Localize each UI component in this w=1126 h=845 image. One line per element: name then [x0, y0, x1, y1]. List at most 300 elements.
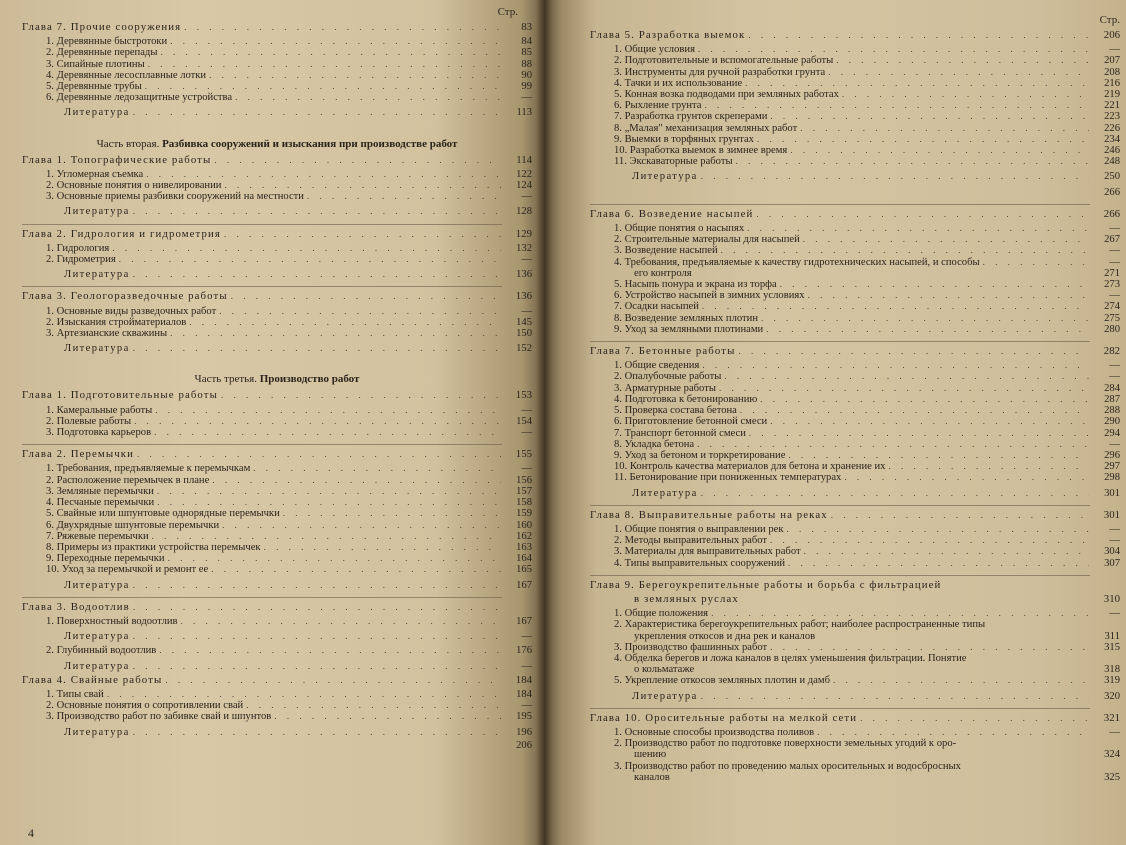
toc-entry [590, 761, 1120, 772]
toc-entry-text: 1. Типы свай [46, 688, 104, 700]
page-number: — [521, 463, 532, 475]
toc-entry [22, 169, 532, 180]
dot-leader [800, 123, 1089, 134]
page-number: 145 [516, 316, 532, 328]
page-number: 167 [516, 579, 532, 591]
page-number: 216 [1104, 77, 1120, 89]
dot-leader [246, 700, 501, 711]
page-number: 136 [516, 269, 532, 281]
page-folio: 4 [28, 826, 34, 840]
toc-entry-text: 4. Типы выправительных сооружений [614, 557, 786, 569]
page-number: 280 [1104, 323, 1120, 335]
dot-leader [736, 156, 1089, 167]
toc-entry-text: 2. Полевые работы [46, 415, 132, 427]
toc-entry-text: его контроля [634, 267, 692, 279]
toc-entry-text: 5. Деревянные трубы [46, 81, 142, 93]
dot-leader [133, 206, 501, 217]
dot-leader [137, 449, 501, 460]
toc-entry [590, 416, 1120, 427]
toc-entry [590, 44, 1120, 55]
page-continuation [590, 187, 1120, 198]
page-number: 195 [516, 711, 532, 723]
toc-entry-text: 2. Деревянные перепады [46, 47, 158, 59]
dot-leader [701, 171, 1089, 182]
chapter-heading-text: Глава 3. Водоотлив [22, 600, 130, 613]
toc-entry-text: 3. Инструменты для ручной разработки грунта [614, 66, 826, 78]
literature-entry-text: Литература [64, 579, 130, 591]
dot-leader [749, 428, 1089, 439]
literature-entry-text: Литература [64, 631, 130, 643]
page-number: 167 [516, 615, 532, 627]
dot-leader [803, 234, 1089, 245]
dot-leader [817, 727, 1089, 738]
literature-entry [590, 691, 1120, 702]
chapter-heading [590, 713, 1120, 724]
page-number: — [521, 254, 532, 266]
part-title: Производство работ [259, 373, 360, 386]
page-column-label: Стр. [1099, 14, 1120, 26]
dot-leader [231, 291, 501, 302]
toc-entry [22, 306, 532, 317]
page-number: 124 [516, 180, 532, 192]
dot-leader [747, 223, 1089, 234]
dot-leader [264, 542, 501, 553]
page-number: 84 [521, 36, 532, 48]
dot-leader [107, 689, 501, 700]
toc-entry-text: 1. Общие понятия о выправлении рек [614, 523, 784, 535]
literature-entry [22, 107, 532, 118]
page-column-label: Стр. [497, 6, 518, 18]
toc-entry [590, 67, 1120, 78]
dot-leader [738, 346, 1089, 357]
page-number: 153 [515, 389, 532, 402]
toc-entry [590, 772, 1120, 783]
chapter-block [22, 449, 532, 590]
chapter-heading-text: Глава 6. Возведение насыпей [590, 207, 754, 220]
toc-entry-text: 1. Основные способы производства поливов [614, 726, 815, 738]
dot-leader [770, 416, 1089, 427]
section-divider [22, 224, 502, 225]
dot-leader [983, 257, 1089, 268]
dot-leader [222, 520, 501, 531]
page-number: 288 [1104, 405, 1120, 417]
dot-leader [224, 229, 501, 240]
toc-entry [22, 36, 532, 47]
part-heading [22, 372, 532, 386]
chapter-block [22, 675, 532, 751]
toc-entry [590, 653, 1120, 664]
toc-entry [590, 619, 1120, 630]
page-number: — [1109, 256, 1120, 268]
dot-leader [860, 713, 1089, 724]
page-number: 304 [1104, 546, 1120, 558]
page-number: 325 [1104, 771, 1120, 783]
page-number: 114 [516, 153, 532, 166]
chapter-heading-text: Глава 8. Выправительные работы на реках [590, 508, 828, 521]
toc-entry-text: 5. Конная возка подводами при земляных работах [614, 89, 839, 101]
literature-entry-text: Литература [632, 690, 698, 702]
toc-entry [590, 134, 1120, 145]
dot-leader [224, 180, 501, 191]
chapter-heading-text: Глава 4. Свайные работы [22, 673, 163, 686]
toc-entry-text: 2. Основные понятия о сопротивлении свай [46, 700, 244, 712]
page-number: 136 [515, 290, 532, 303]
toc-entry [590, 371, 1120, 382]
page-number: — [1109, 360, 1120, 372]
toc-entry [22, 317, 532, 328]
page-number: 164 [516, 553, 532, 565]
dot-leader [698, 44, 1089, 55]
dot-leader [181, 616, 501, 627]
toc-entry [22, 475, 532, 486]
chapter-heading [22, 155, 532, 166]
toc-entry-text: 3. Арматурные работы [614, 382, 716, 394]
page-number: 150 [516, 328, 532, 340]
section-divider [590, 204, 1090, 205]
toc-entry-text: 4. Требования, предъявляемые к качеству гидротехнических насыпей, и способы [614, 256, 980, 268]
dot-leader [154, 427, 501, 438]
toc-entry-text: 5. Укрепление откосов земляных плотин и дамб [614, 675, 830, 687]
part-label: Часть третья. [194, 373, 260, 386]
toc-entry [590, 313, 1120, 324]
toc-entry [590, 156, 1120, 167]
toc-entry [590, 664, 1120, 675]
dot-leader [711, 608, 1089, 619]
chapter-heading [590, 30, 1120, 41]
page-number: 155 [515, 448, 532, 461]
toc-entry-text: 3. Основные приемы разбивки сооружений на местности [46, 191, 304, 203]
page-number: 273 [1104, 279, 1120, 291]
page-number: 88 [521, 58, 532, 70]
page-number: 157 [516, 485, 532, 497]
chapter-block [22, 602, 532, 643]
toc-entry [22, 92, 532, 103]
page-number: 83 [521, 21, 532, 33]
dot-leader [788, 558, 1089, 569]
toc-entry-text: 7. Транспорт бетонной смеси [614, 427, 746, 439]
toc-entry-text: 1. Гидрология [46, 242, 110, 254]
toc-entry [22, 700, 532, 711]
page-number: 267 [1104, 234, 1120, 246]
toc-entry [22, 70, 532, 81]
chapter-heading-cont [590, 594, 1120, 605]
chapter-heading [22, 449, 532, 460]
toc-entry-text: 6. Рыхление грунта [614, 100, 702, 112]
toc-entry-text: 7. Разработка грунтов скреперами [614, 111, 768, 123]
toc-entry-text: 2. Изыскания стройматериалов [46, 316, 187, 328]
toc-entry [590, 111, 1120, 122]
toc-entry-text: 4. Тачки и их использование [614, 77, 743, 89]
dot-leader [702, 360, 1089, 371]
page-number: — [521, 191, 532, 203]
page-number: 122 [516, 168, 532, 180]
page-number: 321 [1103, 711, 1120, 724]
dot-leader [719, 383, 1089, 394]
page-number: 223 [1104, 111, 1120, 123]
dot-leader [307, 191, 501, 202]
page-number: 158 [516, 497, 532, 509]
toc-entry-text: 6. Устройство насыпей в зимних условиях [614, 290, 805, 302]
toc-entry [590, 738, 1120, 749]
dot-leader [780, 279, 1089, 290]
literature-entry-text: Литература [64, 660, 130, 672]
literature-entry [22, 631, 532, 642]
toc-entry [590, 472, 1120, 483]
toc-entry-text: 5. Свайные или шпунтовые однорядные перемычки [46, 508, 280, 520]
literature-entry [22, 206, 532, 217]
page-number: 162 [516, 530, 532, 542]
page-number: 282 [1103, 345, 1120, 358]
toc-entry [22, 243, 532, 254]
toc-entry-text: 1. Общие понятия о насыпях [614, 223, 745, 235]
page-number: 301 [1103, 508, 1120, 521]
dot-leader [119, 254, 501, 265]
toc-entry-text: 3. Артезианские скважины [46, 328, 168, 340]
right-page [544, 0, 1126, 845]
toc-entry-text: 2. Глубинный водоотлив [46, 645, 157, 657]
toc-entry-text: 6. Двухрядные шпунтовые перемычки [46, 519, 220, 531]
section-divider [22, 444, 502, 445]
section-divider [590, 575, 1090, 576]
chapter-block [590, 209, 1120, 335]
chapter-heading [22, 390, 532, 401]
dot-leader [748, 30, 1089, 41]
toc-entry [22, 59, 532, 70]
toc-entry [22, 328, 532, 339]
dot-leader [146, 169, 501, 180]
page-number: — [1109, 245, 1120, 257]
toc-entry [590, 257, 1120, 268]
toc-entry [590, 631, 1120, 642]
toc-entry-text: 11. Бетонирование при пониженных температурах [614, 472, 842, 484]
dot-leader [697, 439, 1089, 450]
toc-entry [590, 324, 1120, 335]
toc-entry-text: 9. Выемки в торфяных грунтах [614, 133, 754, 145]
toc-entry-text: 1. Общие положения [614, 608, 709, 620]
dot-leader [170, 328, 501, 339]
page-number: 154 [516, 415, 532, 427]
dot-leader [152, 531, 501, 542]
page-number: 275 [1104, 312, 1120, 324]
dot-leader [133, 661, 501, 672]
toc-entry [22, 616, 532, 627]
page-number: 307 [1104, 557, 1120, 569]
toc-entry-text: 6. Деревянные ледозащитные устройства [46, 92, 233, 104]
dot-leader [761, 313, 1089, 324]
toc-entry [590, 394, 1120, 405]
page-number: 266 [1103, 207, 1120, 220]
dot-leader [740, 405, 1089, 416]
chapter-heading [22, 22, 532, 33]
page-number: 128 [516, 206, 532, 218]
chapter-block [22, 229, 532, 281]
page-number: 274 [1104, 301, 1120, 313]
page-number: 234 [1104, 133, 1120, 145]
dot-leader [745, 78, 1089, 89]
toc-entry-text: 8. Примеры из практики устройства перемычек [46, 541, 261, 553]
literature-entry [22, 580, 532, 591]
dot-leader [770, 111, 1089, 122]
literature-entry-text: Литература [64, 343, 130, 355]
dot-leader [253, 463, 501, 474]
dot-leader [133, 602, 501, 613]
toc-entry [22, 645, 532, 656]
dot-leader [235, 92, 501, 103]
section-divider [590, 708, 1090, 709]
part-title: Разбивка сооружений и изыскания при производстве работ [162, 137, 458, 150]
toc-entry-text: 2. Основные понятия о нивелировании [46, 180, 222, 192]
dot-leader [283, 508, 501, 519]
dot-leader [211, 564, 501, 575]
page-number: 221 [1104, 100, 1120, 112]
toc-entry [22, 553, 532, 564]
toc-entry [22, 254, 532, 265]
page-number: 176 [516, 645, 532, 657]
dot-leader [721, 245, 1089, 256]
section-divider [590, 505, 1090, 506]
page-number: 319 [1104, 675, 1120, 687]
page-number: — [521, 700, 532, 712]
toc-entry-text: 6. Приготовление бетонной смеси [614, 416, 768, 428]
page-number: 296 [1104, 449, 1120, 461]
dot-leader [170, 36, 501, 47]
dot-leader [209, 70, 501, 81]
chapter-block [22, 390, 532, 438]
literature-entry [590, 488, 1120, 499]
toc-entry-text: 1. Общие сведения [614, 360, 700, 372]
page-number: 184 [516, 688, 532, 700]
page-number: 206 [516, 739, 532, 751]
dot-leader [804, 546, 1089, 557]
page-number: 246 [1104, 145, 1120, 157]
toc-entry-text: 3. Производство работ по проведению малых оросительных и водосбросных [614, 760, 961, 772]
dot-leader [760, 394, 1089, 405]
toc-entry-text: 2. Расположение перемычек в плане [46, 474, 210, 486]
toc-entry-text: 3. Подготовка карьеров [46, 427, 152, 439]
dot-leader [701, 691, 1089, 702]
dot-leader [787, 524, 1089, 535]
toc-entry [590, 360, 1120, 371]
page-number: — [1109, 223, 1120, 235]
page-number: — [1109, 371, 1120, 383]
page-number: 85 [521, 47, 532, 59]
dot-leader [133, 107, 501, 118]
literature-entry-text: Литература [64, 269, 130, 281]
dot-leader [724, 371, 1089, 382]
toc-entry [590, 558, 1120, 569]
toc-entry [22, 508, 532, 519]
chapter-block [590, 346, 1120, 499]
page-number: 320 [1104, 690, 1120, 702]
dot-leader [145, 81, 501, 92]
toc-entry [590, 55, 1120, 66]
page-number: — [521, 427, 532, 439]
page-number: 294 [1104, 427, 1120, 439]
toc-entry [590, 268, 1120, 279]
toc-entry [22, 180, 532, 191]
page-number: 90 [521, 69, 532, 81]
toc-entry-text: 3. Земляные перемычки [46, 485, 154, 497]
dot-leader [157, 486, 501, 497]
chapter-heading [590, 346, 1120, 357]
page-number: 324 [1104, 749, 1120, 761]
page-number: 219 [1104, 89, 1120, 101]
toc-entry [590, 749, 1120, 760]
page-number: — [521, 404, 532, 416]
toc-entry-text: 2. Подготовительные и вспомогательные работы [614, 55, 834, 67]
toc-entry [590, 234, 1120, 245]
chapter-heading [22, 675, 532, 686]
toc-entry [590, 405, 1120, 416]
toc-entry-text: 4. Песчаные перемычки [46, 497, 155, 509]
toc-entry [590, 245, 1120, 256]
literature-entry [22, 661, 532, 672]
chapter-block [22, 645, 532, 671]
toc-entry-text: 9. Уход за земляными плотинами [614, 323, 764, 335]
toc-entry [590, 223, 1120, 234]
toc-entry [22, 531, 532, 542]
dot-leader [788, 450, 1089, 461]
part-heading [22, 137, 532, 151]
toc-entry-text: 1. Камеральные работы [46, 404, 153, 416]
toc-entry-text: 1. Требования, предъявляемые к перемычкам [46, 463, 251, 475]
dot-leader [701, 488, 1089, 499]
chapter-block [590, 510, 1120, 569]
literature-entry-text: Литература [64, 206, 130, 218]
toc-entry [590, 279, 1120, 290]
chapter-heading-text: Глава 2. Гидрология и гидрометрия [22, 227, 221, 240]
dot-leader [833, 675, 1089, 686]
chapter-heading-cont-text: в земляных руслах [634, 592, 739, 605]
chapter-block [22, 155, 532, 218]
toc-entry-text: 3. Сипайные плотины [46, 58, 145, 70]
page-number: — [1109, 535, 1120, 547]
literature-entry [22, 269, 532, 280]
page-number: — [521, 631, 532, 643]
page-number: — [521, 305, 532, 317]
toc-entry-text: 10. Разработка выемок в зимнее время [614, 145, 788, 157]
literature-entry-text: Литература [64, 107, 130, 119]
toc-entry [22, 427, 532, 438]
toc-entry [590, 642, 1120, 653]
page-number: 159 [516, 508, 532, 520]
section-divider [22, 597, 502, 598]
chapter-heading-text: Глава 7. Прочие сооружения [22, 21, 182, 33]
section-divider [22, 286, 502, 287]
toc-entry [590, 608, 1120, 619]
dot-leader [155, 405, 501, 416]
dot-leader [790, 145, 1089, 156]
page-number: 301 [1104, 487, 1120, 499]
toc-entry [590, 675, 1120, 686]
chapter-block [22, 22, 532, 119]
page-number: 99 [521, 81, 532, 93]
toc-entry-text: 5. Насыпь понура и экрана из торфа [614, 279, 777, 291]
dot-leader [757, 134, 1089, 145]
toc-entry-text: 8. Укладка бетона [614, 438, 695, 450]
left-page [0, 0, 544, 845]
toc-entry-text: 1. Деревянные быстротоки [46, 36, 168, 48]
dot-leader [844, 472, 1089, 483]
toc-entry [22, 47, 532, 58]
page-number: 165 [516, 564, 532, 576]
page-number: 163 [516, 541, 532, 553]
dot-leader [112, 243, 501, 254]
toc-entry [22, 191, 532, 202]
toc-entry-text: 10. Контроль качества материалов для бетона и хранение их [614, 461, 886, 473]
page-number: 248 [1104, 156, 1120, 168]
dot-leader [888, 461, 1089, 472]
